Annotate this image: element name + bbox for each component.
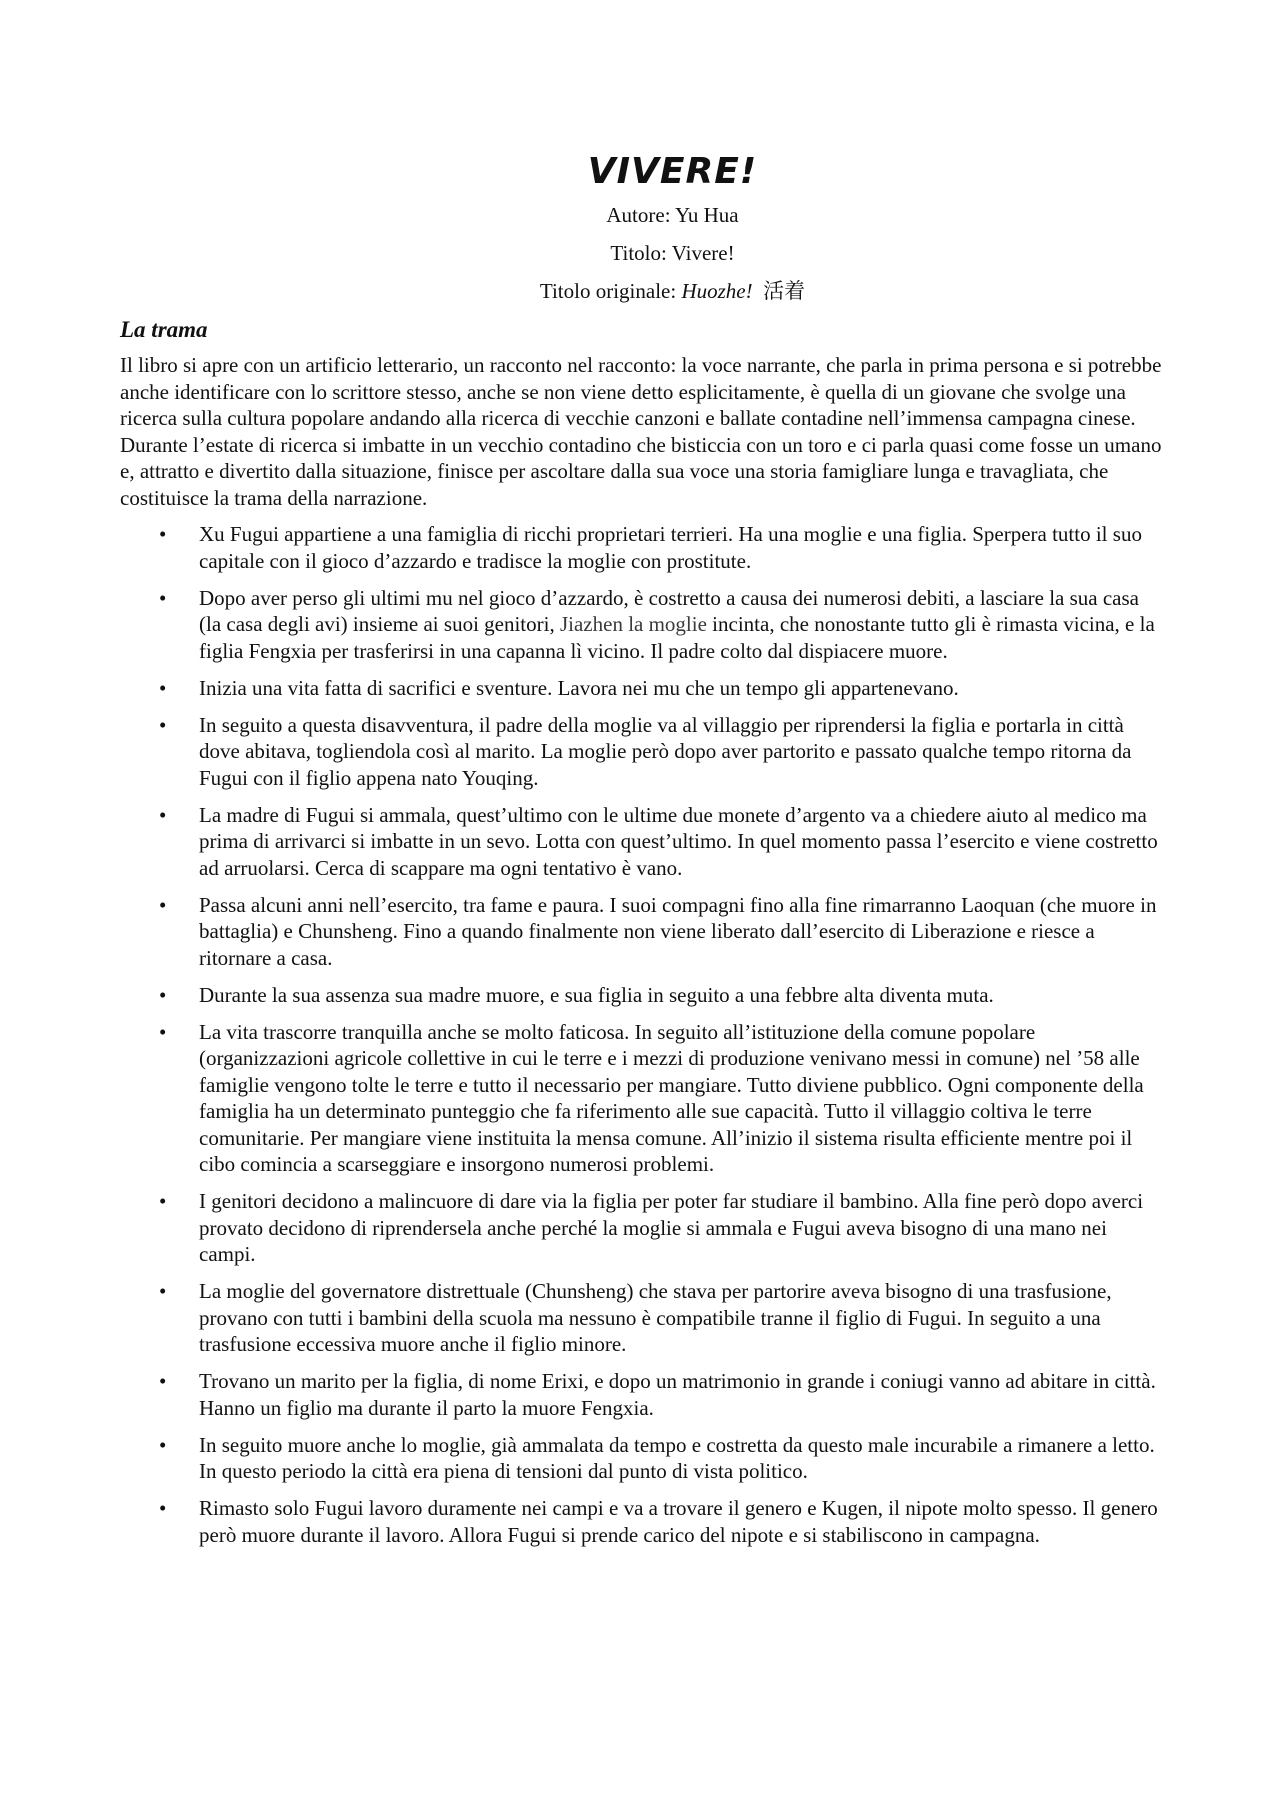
- event-item: [120, 712, 1165, 792]
- bullet-icon: •: [159, 712, 167, 737]
- section-heading: La trama: [120, 317, 208, 342]
- original-title-line: [120, 272, 1165, 310]
- event-item: [120, 585, 1165, 665]
- document-title: VIVERE!: [587, 151, 758, 192]
- event-text: Passa alcuni anni nell’esercito, tra fame e paura. I suoi compagni fino alla fine rimarranno Laoquan (che muore in battaglia) e Chunsheng. Fino a quando finalmente non viene liberato dall’esercito di Liberazione e riesce a ritornare a casa.: [199, 892, 1157, 970]
- title-line: Titolo: Vivere!: [610, 241, 735, 265]
- event-text: Inizia una vita fatta di sacrifici e sventure. Lavora nei mu che un tempo gli appartenevano.: [199, 675, 959, 700]
- event-item: [120, 892, 1165, 972]
- author-line: Autore: Yu Hua: [606, 203, 739, 227]
- event-text: La vita trascorre tranquilla anche se molto faticosa. In seguito all’istituzione della comune popolare (organizzazioni agricole collettive in cui le terre e i mezzi di produzione venivano messi in comune) nel ’58 alle famiglie vengono tolte le terre e tutto il necessario per mangiare. Tutto diviene pubblico. Ogni componente della famiglia ha un determinato punteggio che fa riferimento alle sue capacità. Tutto il villaggio coltiva le terre comunitarie. Per mangiare viene instituita la mensa comune. All’inizio il sistema risulta efficiente mentre poi il cibo comincia a scarseggiare e insorgono numerosi problemi.: [199, 1019, 1144, 1176]
- bullet-icon: •: [159, 1369, 167, 1393]
- bullet-icon: •: [159, 1496, 167, 1520]
- bullet-icon: •: [159, 1432, 167, 1457]
- bullet-icon: •: [159, 802, 167, 827]
- bullet-icon: •: [159, 892, 167, 917]
- document-page: [120, 148, 1165, 1559]
- event-text: Durante la sua assenza sua madre muore, e sua figlia in seguito a una febbre alta diventa muta.: [199, 982, 994, 1007]
- original-title-chinese: 活着: [763, 279, 806, 303]
- event-item: [120, 1495, 1165, 1548]
- event-item: [120, 1019, 1165, 1178]
- event-item: [120, 675, 1165, 702]
- event-item: [120, 982, 1165, 1009]
- event-item: [120, 1432, 1165, 1485]
- bullet-icon: •: [159, 585, 167, 610]
- bullet-icon: •: [159, 1279, 167, 1303]
- event-text: La moglie del governatore distrettuale (Chunsheng) che stava per partorire aveva bisogno di una trasfusione, provano con tutti i bambini della scuola ma nessuno è compatibile tranne il figlio di Fugui. In seguito a una trasfusione eccessiva muore anche il figlio minore.: [199, 1279, 1112, 1356]
- event-item: [120, 1188, 1165, 1268]
- bullet-icon: •: [159, 522, 167, 546]
- event-item: [120, 1368, 1165, 1421]
- event-text-before: Dopo aver perso gli ultimi mu nel gioco d’azzardo, è costretto a causa dei numerosi debiti, a lasciare la sua casa (la casa degli avi) insieme ai suoi genitori,: [199, 585, 1139, 636]
- event-text: Trovano un marito per la figlia, di nome Erixi, e dopo un matrimonio in grande i coniugi vanno ad abitare in città. Hanno un figlio ma durante il parto la muore Fengxia.: [199, 1369, 1156, 1420]
- event-text-after: incinta, che nonostante tutto gli è rimasta vicina, e la figlia Fengxia per trasferirsi in una capanna lì vicino. Il padre colto dal dispiacere muore.: [199, 612, 1155, 663]
- event-text: I genitori decidono a malincuore di dare via la figlia per poter far studiare il bambino. Alla fine però dopo averci provato decidono di riprendersela anche perché la moglie si ammala e Fugui aveva bisogno di una mano nei campi.: [199, 1189, 1144, 1266]
- original-title-italic: Huozhe!: [681, 279, 753, 303]
- event-text: In seguito muore anche lo moglie, già ammalata da tempo e costretta da questo male incurabile a rimanere a letto. In questo periodo la città era piena di tensioni dal punto di vista politico.: [199, 1432, 1155, 1483]
- event-text: La madre di Fugui si ammala, quest’ultimo con le ultime due monete d’argento va a chiedere aiuto al medico ma prima di arrivarci si imbatte in un sevo. Lotta con quest’ultimo. In quel momento passa l’esercito e viene costretto ad arruolarsi. Cerca di scappare ma ogni tentativo è vano.: [199, 802, 1158, 880]
- event-item: [120, 521, 1165, 574]
- intro-paragraph: Il libro si apre con un artificio letterario, un racconto nel racconto: la voce narrante, che parla in prima persona e si potrebbe anche identificare con lo scrittore stesso, anche se non viene detto esplicitamente, è quella di un giovane che svolge una ricerca sulla cultura popolare andando alla ricerca di vecchie canzoni e ballate contadine nell’immensa campagna cinese. Durante l’estate di ricerca si imbatte in un vecchio contadino che bisticcia con un toro e ci parla quasi come fosse un umano e, attratto e divertito dalla situazione, finisce per ascoltare dalla sua voce una storia famigliare lunga e travagliata, che costituisce la trama della narrazione.: [120, 353, 1162, 510]
- bullet-icon: •: [159, 1019, 167, 1044]
- jiazhen-link[interactable]: Jiazhen la moglie: [559, 612, 707, 636]
- event-text: Xu Fugui appartiene a una famiglia di ricchi proprietari terrieri. Ha una moglie e una figlia. Sperpera tutto il suo capitale con il gioco d’azzardo e tradisce la moglie con prostitute.: [199, 522, 1142, 573]
- event-item: [120, 802, 1165, 882]
- event-text: In seguito a questa disavventura, il padre della moglie va al villaggio per riprendersi la figlia e portarla in città dove abitava, togliendola così al marito. La moglie però dopo aver partorito e passato qualche tempo ritorna da Fugui con il figlio appena nato Youqing.: [199, 712, 1132, 790]
- bullet-icon: •: [159, 675, 167, 700]
- bullet-icon: •: [159, 1189, 167, 1213]
- bullet-icon: •: [159, 982, 167, 1007]
- events-list: [120, 521, 1165, 1548]
- event-text: Rimasto solo Fugui lavoro duramente nei campi e va a trovare il genero e Kugen, il nipote molto spesso. Il genero però muore durante il lavoro. Allora Fugui si prende carico del nipote e si stabiliscono in campagna.: [199, 1496, 1158, 1547]
- original-title-prefix: Titolo originale:: [539, 279, 682, 303]
- event-item: [120, 1278, 1165, 1358]
